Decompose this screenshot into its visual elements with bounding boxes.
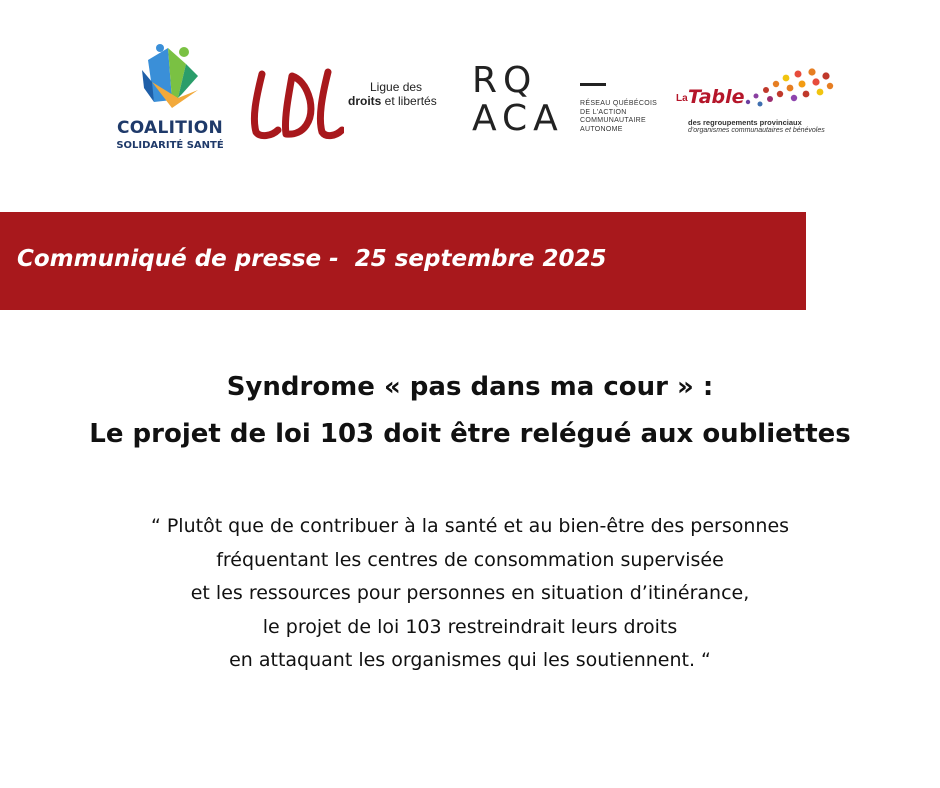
- rq-line: RÉSEAU QUÉBÉCOIS: [580, 100, 658, 107]
- rq-dash-divider: [580, 83, 606, 86]
- rq-aca-logo: [472, 62, 662, 142]
- quote-line: le projet de loi 103 restreindrait leurs droits: [262, 615, 678, 638]
- la-table-line2: d'organismes communautaires et bénévoles: [688, 127, 825, 134]
- press-release-date: Communiqué de presse - 25 septembre 2025: [17, 246, 607, 272]
- headline-line1: Syndrome « pas dans ma cour » :: [226, 372, 714, 402]
- headline-line2: Le projet de loi 103 doit être relégué aux oubliettes: [89, 419, 851, 449]
- quote-line: en attaquant les organismes qui les soutiennent. “: [229, 649, 711, 671]
- quote-line: fréquentant les centres de consommation supervisée: [216, 548, 724, 571]
- la-table-la: La: [676, 93, 688, 104]
- ldl-monogram-icon: [248, 68, 344, 142]
- la-table-dots-icon: [738, 66, 834, 110]
- rq-line: AUTONOME: [580, 125, 623, 133]
- ldl-line2: [348, 94, 458, 108]
- rq-line: DE L'ACTION: [580, 108, 627, 116]
- coalition-emblem-icon: [138, 42, 202, 114]
- quote-line: et les ressources pour personnes en situation d’itinérance,: [190, 582, 750, 604]
- coalition-subtitle: SOLIDARITÉ SANTÉ: [116, 140, 224, 151]
- la-table-logo: [676, 66, 836, 146]
- press-release-banner: [0, 212, 806, 310]
- ldl-line1: Ligue des: [370, 80, 423, 94]
- coalition-solidarite-sante-logo: [110, 42, 230, 162]
- rq-aca-letters: [472, 62, 564, 138]
- coalition-name: COALITION: [116, 118, 224, 138]
- la-table-line1: des regroupements provinciaux: [688, 118, 802, 127]
- ligue-droits-libertes-logo: [248, 68, 458, 148]
- la-table-name: Table: [688, 86, 745, 108]
- headline: [0, 364, 940, 458]
- rq-letters-top: RQ: [472, 60, 538, 101]
- quote-line: “ Plutôt que de contribuer à la santé et au bien-être des personnes: [150, 515, 790, 537]
- rq-line: COMMUNAUTAIRE: [580, 117, 646, 124]
- ldl-line2-rest: et libertés: [381, 94, 437, 108]
- partner-logos: [0, 0, 940, 180]
- quote-block: [0, 510, 940, 678]
- ldl-wordmark: [348, 80, 458, 108]
- rq-aca-fullname: [580, 100, 670, 134]
- ldl-line2-bold: droits: [348, 94, 382, 108]
- rq-letters-bottom: ACA: [472, 98, 564, 139]
